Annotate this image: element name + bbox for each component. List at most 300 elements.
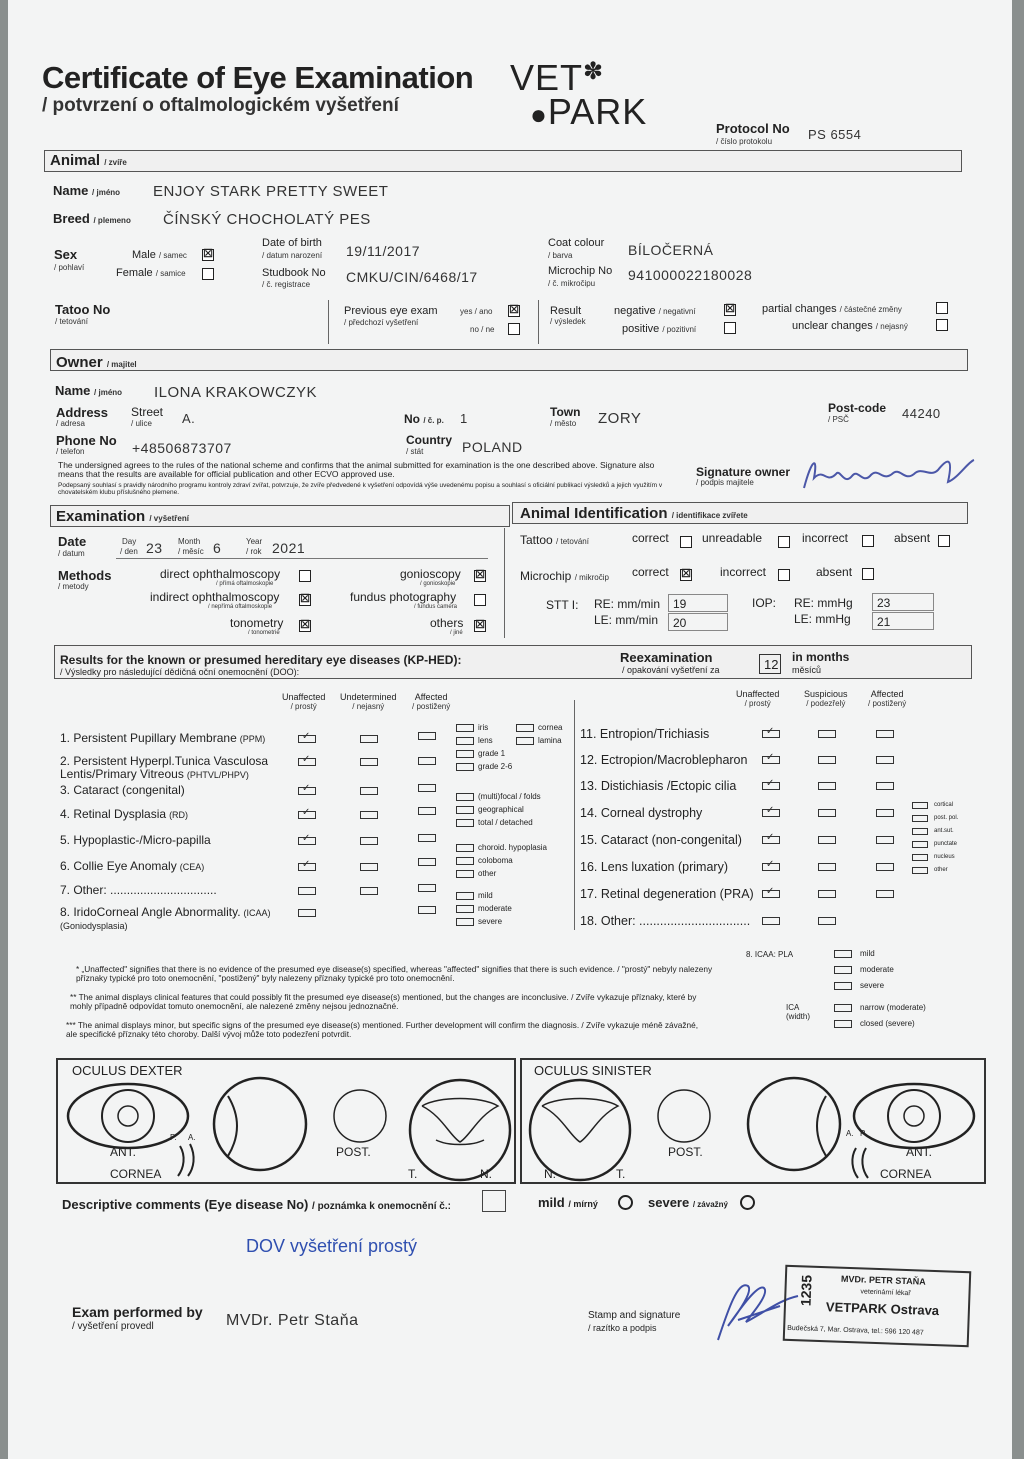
day-label: Day	[122, 537, 137, 546]
tattoo-ident-label: Tattoo / tetování	[520, 533, 589, 547]
protocol-sub: / číslo protokolu	[716, 137, 773, 146]
unaffected-right-15[interactable]	[762, 832, 780, 844]
undetermined-left-4[interactable]	[360, 811, 378, 819]
tattoo-incorrect-checkbox[interactable]	[862, 535, 874, 547]
direct-label: direct ophthalmoscopy	[160, 567, 281, 581]
suspicious-right-12[interactable]	[818, 756, 836, 764]
rd-geo-box[interactable]	[456, 806, 474, 814]
disease-right-12: 12. Ectropion/Macroblepharon	[580, 753, 748, 767]
chip-absent-label: absent	[816, 565, 853, 579]
unaffected-left-4[interactable]	[298, 807, 316, 819]
check-mark-icon: ✓	[766, 886, 775, 897]
chip-value: 941000022180028	[628, 267, 753, 283]
pla-severe-box[interactable]	[834, 982, 852, 990]
stt-re-label: RE: mm/min	[594, 597, 660, 611]
cnc-nucleus-box[interactable]	[912, 854, 928, 861]
cataract-affected-box[interactable]	[418, 784, 436, 792]
owner-header: Owner / majitel	[56, 354, 137, 371]
unaffected-left-1[interactable]	[298, 731, 316, 743]
stamp-line3: VETPARK Ostrava	[825, 1299, 940, 1319]
stt-re-field[interactable]: 19	[668, 594, 728, 612]
disease-left-abbr: (RD)	[169, 810, 189, 820]
opt-pla-severe: severe	[860, 981, 885, 990]
owner-sig-label: Signature owner	[696, 465, 791, 479]
disease-left-2	[60, 755, 290, 780]
os-p-label: P.	[860, 1129, 867, 1138]
prev-label: Previous eye exam	[344, 305, 438, 317]
unclear-label: unclear changes / nejasný	[792, 320, 908, 332]
divider-v1	[328, 300, 329, 344]
ppm-lamina-box[interactable]	[516, 737, 534, 745]
coat-sub: / barva	[548, 251, 573, 260]
stt-label: STT I:	[546, 598, 579, 612]
opt-punctate: punctate	[934, 841, 958, 847]
opt-iris: iris	[478, 723, 489, 732]
od-n-label: N.	[480, 1167, 492, 1181]
iop-re-label: RE: mmHg	[794, 596, 853, 610]
opt-cnc-other: other	[934, 867, 948, 873]
date-underline	[116, 558, 488, 559]
results-divider	[574, 700, 575, 930]
ppm-lens-box[interactable]	[456, 737, 474, 745]
col-suspicious-right: Suspicious / podezřelý	[804, 689, 848, 708]
check-mark-icon: ✓	[302, 859, 311, 870]
dob-value: 19/11/2017	[346, 243, 421, 259]
opt-antsut: ant.sut.	[934, 828, 954, 834]
tattoo-absent-label: absent	[894, 531, 931, 545]
reexam-months-field[interactable]: 12	[759, 654, 781, 674]
tattoo-absent-checkbox[interactable]	[938, 535, 950, 547]
others-checkbox[interactable]: ☒	[475, 619, 485, 631]
mild-label: mild / mírný	[538, 1195, 598, 1210]
owner-signature	[798, 448, 978, 498]
agreement-cz: Podepsaný souhlasí s pravidly národního programu kontroly zdraví zvířat, potvrzuje, že zvíře předvedené k vyšetření odpovídá výše uvedenému popisu a souhlasí s oficiální publikací výsledků a jejich využitím v chovatelském klubu příslušného plemene.	[58, 482, 663, 497]
opt-narrow: narrow (moderate)	[860, 1003, 926, 1012]
street-sub: / ulice	[131, 419, 152, 428]
owner-name-label: Name / jméno	[55, 383, 123, 398]
opt-pla-moderate: moderate	[860, 965, 894, 974]
od-t-label: T.	[408, 1167, 418, 1181]
suspicious-right-16[interactable]	[818, 863, 836, 871]
stamp-number: 1235	[797, 1274, 815, 1307]
affected-right-17[interactable]	[876, 890, 894, 898]
unaffected-right-16[interactable]	[762, 859, 780, 871]
no-label: No / č. p.	[404, 412, 444, 426]
rd-focal-box[interactable]	[456, 793, 474, 801]
hypoplastic-affected-box[interactable]	[418, 834, 436, 842]
months-label: in months	[792, 650, 850, 664]
methods-label: Methods	[58, 568, 112, 583]
col-undetermined-left: Undetermined / nejasný	[340, 692, 397, 711]
affected-right-11[interactable]	[876, 730, 894, 738]
coat-label: Coat colour	[548, 237, 605, 249]
comments-text: DOV vyšetření prostý	[246, 1236, 418, 1256]
comments-disease-no-field[interactable]	[482, 1190, 506, 1212]
unaffected-left-3[interactable]	[298, 783, 316, 795]
opt-nucleus: nucleus	[934, 854, 955, 860]
date-label: Date	[58, 534, 87, 549]
prev-sub: / předchozí vyšetření	[344, 318, 419, 327]
chip-correct-label: correct	[632, 565, 669, 579]
phtvl-affected-box[interactable]	[418, 757, 436, 765]
post-value: 44240	[902, 406, 941, 421]
indirect-sub: / nepřímá oftalmoskopie	[208, 604, 273, 610]
chip-label: Microchip No	[548, 265, 613, 277]
unclear-checkbox[interactable]	[936, 319, 948, 331]
disease-left-label: 7. Other: ................................	[60, 883, 217, 897]
opt-postpol: post. pol.	[934, 815, 959, 821]
negative-checkbox[interactable]: ☒	[725, 303, 735, 315]
opt-mild: mild	[478, 891, 493, 900]
year-value: 2021	[272, 540, 306, 556]
town-sub: / město	[550, 419, 577, 428]
cea-coloboma-box[interactable]	[456, 857, 474, 865]
os-label: OCULUS SINISTER	[534, 1063, 652, 1078]
check-mark-icon: ✓	[766, 778, 775, 789]
tattoo-unreadable-checkbox[interactable]	[778, 536, 790, 548]
undetermined-left-6[interactable]	[360, 863, 378, 871]
opt-cea-other: other	[478, 869, 497, 878]
paw-icon: ✽	[583, 58, 605, 85]
disease-right-13: 13. Distichiasis /Ectopic cilia	[580, 779, 737, 793]
pla-mild-box[interactable]	[834, 950, 852, 958]
opt-cornea: cornea	[538, 723, 563, 732]
female-label: Female / samice	[116, 267, 186, 279]
iop-label: IOP:	[752, 596, 777, 610]
disease-left-7	[60, 884, 290, 897]
opt-choroid: choroid. hypoplasia	[478, 843, 547, 852]
suspicious-right-15[interactable]	[818, 836, 836, 844]
suspicious-right-17[interactable]	[818, 890, 836, 898]
opt-severe: severe	[478, 917, 503, 926]
month-sub: / měsíc	[178, 547, 204, 556]
stt-le-label: LE: mm/min	[594, 613, 659, 627]
opt-focal: (multi)focal / folds	[478, 792, 541, 801]
tonometry-label: tonometry	[230, 616, 284, 630]
unaffected-right-12[interactable]	[762, 752, 780, 764]
disease-right-16: 16. Lens luxation (primary)	[580, 860, 728, 874]
cea-choroid-box[interactable]	[456, 844, 474, 852]
chip-incorrect-label: incorrect	[720, 565, 767, 579]
ica-closed-box[interactable]	[834, 1020, 852, 1028]
positive-label: positive / pozitivní	[622, 323, 697, 335]
tattoo-correct-checkbox[interactable]	[680, 536, 692, 548]
phtvl-grade26-box[interactable]	[456, 763, 474, 771]
results-header-sub: / Výsledky pro následující dědičná oční onemocnění (DOO):	[60, 667, 300, 677]
rd-affected-box[interactable]	[418, 807, 436, 815]
unaffected-right-13[interactable]	[762, 778, 780, 790]
day-value: 23	[146, 540, 163, 556]
prev-yes-label: yes / ano	[460, 307, 493, 316]
stamp-line4: Budečská 7, Mar. Ostrava, tel.: 596 120 487	[787, 1324, 924, 1337]
severe-label: severe / závažný	[648, 1195, 728, 1210]
check-mark-icon: ✓	[302, 731, 311, 742]
gonioscopy-sub: / gonioskopie	[420, 581, 456, 587]
check-mark-icon: ✓	[766, 805, 775, 816]
od-cornea-label: CORNEA	[110, 1167, 162, 1181]
unaffected-left-6[interactable]	[298, 859, 316, 871]
col-unaffected-left: Unaffected / prostý	[282, 692, 326, 711]
cnc-other-box[interactable]	[912, 867, 928, 874]
disease-right-17: 17. Retinal degeneration (PRA)	[580, 887, 754, 901]
opt-pla-mild: mild	[860, 949, 875, 958]
disease-right-11: 11. Entropion/Trichiasis	[580, 727, 710, 741]
col-affected-right: Affected / postižený	[868, 689, 907, 708]
breed-value: ČÍNSKÝ CHOCHOLATÝ PES	[163, 211, 371, 228]
cnc-cortical-box[interactable]	[912, 802, 928, 809]
col-affected-left: Affected / postižený	[412, 692, 451, 711]
sex-label: Sex	[54, 247, 78, 262]
od-post-label: POST.	[336, 1145, 371, 1159]
direct-checkbox[interactable]	[299, 570, 311, 582]
no-value: 1	[460, 411, 468, 426]
indirect-checkbox[interactable]: ☒	[300, 593, 310, 605]
unaffected-left-7[interactable]	[298, 887, 316, 895]
suspicious-right-18[interactable]	[818, 917, 836, 925]
stamp-line1: MVDr. PETR STAŇA	[840, 1273, 926, 1287]
fundus-label: fundus photography	[350, 590, 457, 604]
unaffected-left-2[interactable]	[298, 754, 316, 766]
unaffected-right-18[interactable]	[762, 917, 780, 925]
unaffected-right-11[interactable]	[762, 726, 780, 738]
od-a-label: A.	[188, 1133, 196, 1142]
prev-no-checkbox[interactable]	[508, 323, 520, 335]
month-value: 6	[213, 540, 222, 556]
rd-total-box[interactable]	[456, 819, 474, 827]
mild-radio[interactable]	[618, 1195, 633, 1210]
animal-name-label: Name / jméno	[53, 183, 121, 198]
disease-left-label: 4. Retinal Dysplasia	[60, 807, 167, 821]
exam-by-sub: / vyšetření provedl	[72, 1321, 154, 1332]
check-mark-icon: ✓	[302, 807, 311, 818]
affected-right-16[interactable]	[876, 863, 894, 871]
prev-yes-checkbox[interactable]: ☒	[509, 304, 519, 316]
check-mark-icon: ✓	[766, 726, 775, 737]
dob-label: Date of birth	[262, 237, 322, 249]
indirect-label: indirect ophthalmoscopy	[150, 590, 280, 604]
coat-value: BÍLOČERNÁ	[628, 242, 714, 258]
check-mark-icon: ✓	[302, 754, 311, 765]
exam-by-label: Exam performed by	[72, 1304, 203, 1320]
chip-incorrect-checkbox[interactable]	[778, 569, 790, 581]
chip-absent-checkbox[interactable]	[862, 568, 874, 580]
undetermined-left-5[interactable]	[360, 837, 378, 845]
partial-label: partial changes / částečné změny	[762, 303, 902, 315]
date-sub: / datum	[58, 549, 85, 558]
iop-le-label: LE: mmHg	[794, 612, 851, 626]
ppm-iris-box[interactable]	[456, 724, 474, 732]
vet-stamp	[783, 1265, 972, 1347]
undetermined-left-7[interactable]	[360, 887, 378, 895]
suspicious-right-11[interactable]	[818, 730, 836, 738]
comments-label: Descriptive comments (Eye disease No) / poznámka k onemocnění č.:	[62, 1197, 451, 1212]
unaffected-left-5[interactable]	[298, 833, 316, 845]
opt-closed: closed (severe)	[860, 1019, 915, 1028]
female-checkbox[interactable]	[202, 268, 214, 280]
address-label: Address	[56, 405, 109, 420]
tatoo-sub: / tetování	[55, 317, 88, 326]
street-label: Street	[131, 405, 164, 419]
disease-left-label: 5. Hypoplastic-/Micro-papilla	[60, 833, 211, 847]
partial-checkbox[interactable]	[936, 302, 948, 314]
disease-left-6	[60, 860, 290, 873]
page-title: Certificate of Eye Examination	[42, 60, 474, 95]
gonioscopy-label: gonioscopy	[400, 567, 461, 581]
cnc-punctate-box[interactable]	[912, 841, 928, 848]
affected-right-13[interactable]	[876, 782, 894, 790]
icaa-moderate-box[interactable]	[456, 905, 474, 913]
affected-right-12[interactable]	[876, 756, 894, 764]
year-label: Year	[246, 537, 263, 546]
os-post-label: POST.	[668, 1145, 703, 1159]
cnc-antsut-box[interactable]	[912, 828, 928, 835]
disease-left-5	[60, 834, 290, 847]
gonioscopy-checkbox[interactable]: ☒	[475, 569, 485, 581]
disease-right-14: 14. Corneal dystrophy	[580, 806, 703, 820]
icaa-mild-box[interactable]	[456, 892, 474, 900]
check-mark-icon: ✓	[766, 752, 775, 763]
chip-sub: / č. mikročipu	[548, 279, 596, 288]
unaffected-right-17[interactable]	[762, 886, 780, 898]
phone-value: +48506873707	[132, 440, 232, 456]
reexam-sub: / opakování vyšetření za	[622, 665, 720, 675]
disease-left-4	[60, 808, 290, 821]
stt-le-field[interactable]: 20	[668, 613, 728, 631]
vet-name: MVDr. Petr Staňa	[226, 1312, 359, 1329]
opt-moderate: moderate	[478, 904, 512, 913]
owner-sig-sub: / podpis majitele	[696, 478, 754, 487]
check-mark-icon: ✓	[302, 783, 311, 794]
opt-lens: lens	[478, 736, 493, 745]
divider-v3	[504, 528, 505, 638]
disease-left-3	[60, 784, 290, 797]
note-2: ** The animal displays clinical features that could possibly fit the presumed eye disease(s) mentioned, but the changes are inconclusive. / Zvíře vykazuje příznaky, které by mohly případně odpovídat tomuto onemocnění, ale nalezené změny nejsou jednoznačné.	[70, 992, 697, 1012]
stamp-line2: veterinární lékař	[860, 1288, 911, 1298]
od-label: OCULUS DEXTER	[72, 1063, 183, 1078]
agreement-en: The undersigned agrees to the rules of the national scheme and confirms that the animal submitted for examination is the one described above. Signature also means that the results are available for official publication and other ECVO approved use.	[58, 460, 655, 480]
ident-header: Animal Identification / identifikace zvířete	[520, 505, 748, 522]
ppm-cornea-box[interactable]	[516, 724, 534, 732]
tonometry-sub: / tonometrie	[248, 630, 280, 636]
ica-label: ICA (width)	[786, 1003, 811, 1021]
opt-grade1: grade 1	[478, 749, 506, 758]
stamp-label: Stamp and signature	[588, 1310, 681, 1321]
check-mark-icon: ✓	[302, 833, 311, 844]
phone-label: Phone No	[56, 433, 117, 448]
cea-other-box[interactable]	[456, 870, 474, 878]
others-label: others	[430, 616, 464, 630]
post-label: Post-code	[828, 401, 887, 415]
phone-sub: / telefon	[56, 447, 85, 456]
os-t-label: T.	[616, 1167, 626, 1181]
opt-grade26: grade 2-6	[478, 762, 513, 771]
fundus-checkbox[interactable]	[474, 594, 486, 606]
undetermined-left-1[interactable]	[360, 735, 378, 743]
tatoo-label: Tatoo No	[55, 302, 111, 317]
iop-re-field[interactable]: 23	[872, 593, 934, 611]
reexam-label: Reexamination	[620, 650, 713, 665]
logo-line2: PARK	[547, 91, 648, 132]
disease-left-abbr: (CEA)	[179, 862, 205, 872]
os-ant-label: ANT.	[906, 1145, 933, 1159]
note-1: * „Unaffected" signifies that there is no evidence of the presumed eye disease(s) specified, whereas "affected" signifies that there is such evidence. / "prostý" nebyly nalezeny příznaky typické pro toto onemocnění, "postižený" byly nalezeny příznaky typické pro toto onemocnění.	[76, 964, 713, 984]
disease-left-abbr: (ICAA) (Goniodysplasia)	[60, 908, 271, 931]
male-checkbox[interactable]: ☒	[203, 248, 213, 260]
check-mark-icon: ✓	[766, 859, 775, 870]
check-mark-icon: ✓	[766, 832, 775, 843]
male-label: Male / samec	[132, 249, 187, 261]
post-sub: / PSČ	[828, 415, 849, 424]
opt-coloboma: coloboma	[478, 856, 513, 865]
os-n-label: N.	[544, 1167, 556, 1181]
opt-total: total / detached	[478, 818, 533, 827]
tattoo-incorrect-label: incorrect	[802, 531, 849, 545]
affected-right-15[interactable]	[876, 836, 894, 844]
unaffected-right-14[interactable]	[762, 805, 780, 817]
icaa-pla-label: 8. ICAA: PLA	[746, 950, 794, 959]
chip-correct-checkbox[interactable]: ☒	[681, 568, 691, 580]
icaa-affected-box[interactable]	[418, 906, 436, 914]
prev-no-label: no / ne	[470, 325, 495, 334]
affected-right-14[interactable]	[876, 809, 894, 817]
direct-sub: / přímá oftalmoskopie	[216, 581, 274, 587]
severe-radio[interactable]	[740, 1195, 755, 1210]
others-sub: / jiné	[450, 630, 463, 636]
phtvl-grade1-box[interactable]	[456, 750, 474, 758]
year-sub: / rok	[246, 547, 262, 556]
disease-left-abbr: (PPM)	[239, 734, 266, 744]
ppm-affected-box[interactable]	[418, 732, 436, 740]
result-sub: / výsledek	[550, 317, 586, 326]
country-value: POLAND	[462, 439, 523, 455]
suspicious-right-14[interactable]	[818, 809, 836, 817]
disease-left-label: 2. Persistent Hyperpl.Tunica Vasculosa Lentis/Primary Vitreous	[60, 754, 269, 781]
icaa-severe-box[interactable]	[456, 918, 474, 926]
disease-left-abbr: (PHTVL/PHPV)	[186, 769, 249, 780]
opt-lamina: lamina	[538, 736, 562, 745]
town-value: ZORY	[598, 410, 642, 427]
ica-narrow-box[interactable]	[834, 1004, 852, 1012]
suspicious-right-13[interactable]	[818, 782, 836, 790]
undetermined-left-2[interactable]	[360, 758, 378, 766]
day-sub: / den	[120, 547, 138, 556]
tonometry-checkbox[interactable]: ☒	[300, 619, 310, 631]
animal-header: Animal / zvíře	[50, 152, 127, 169]
logo-line1: VET	[510, 57, 584, 98]
unaffected-left-8[interactable]	[298, 909, 316, 917]
iop-le-field[interactable]: 21	[872, 612, 934, 630]
methods-sub: / metody	[58, 582, 89, 591]
cea-affected-box[interactable]	[418, 858, 436, 866]
country-sub: / stát	[406, 447, 424, 456]
breed-label: Breed / plemeno	[53, 211, 131, 226]
months-sub: měsíců	[792, 665, 822, 675]
exam-header: Examination / vyšetření	[56, 508, 189, 525]
opt-cortical: cortical	[934, 802, 954, 808]
disease-left-label: 1. Persistent Pupillary Membrane	[60, 731, 237, 745]
address-sub: / adresa	[56, 419, 85, 428]
results-header: Results for the known or presumed hereditary eye diseases (KP-HED):	[60, 653, 462, 667]
cnc-postpol-box[interactable]	[912, 815, 928, 822]
disease-right-18: 18. Other: ................................	[580, 914, 751, 928]
tattoo-correct-label: correct	[632, 531, 669, 545]
other7-affected-box[interactable]	[418, 884, 436, 892]
undetermined-left-3[interactable]	[360, 787, 378, 795]
positive-checkbox[interactable]	[724, 322, 736, 334]
studbook-label: Studbook No	[262, 267, 326, 279]
pla-moderate-box[interactable]	[834, 966, 852, 974]
divider-v2	[538, 300, 539, 344]
